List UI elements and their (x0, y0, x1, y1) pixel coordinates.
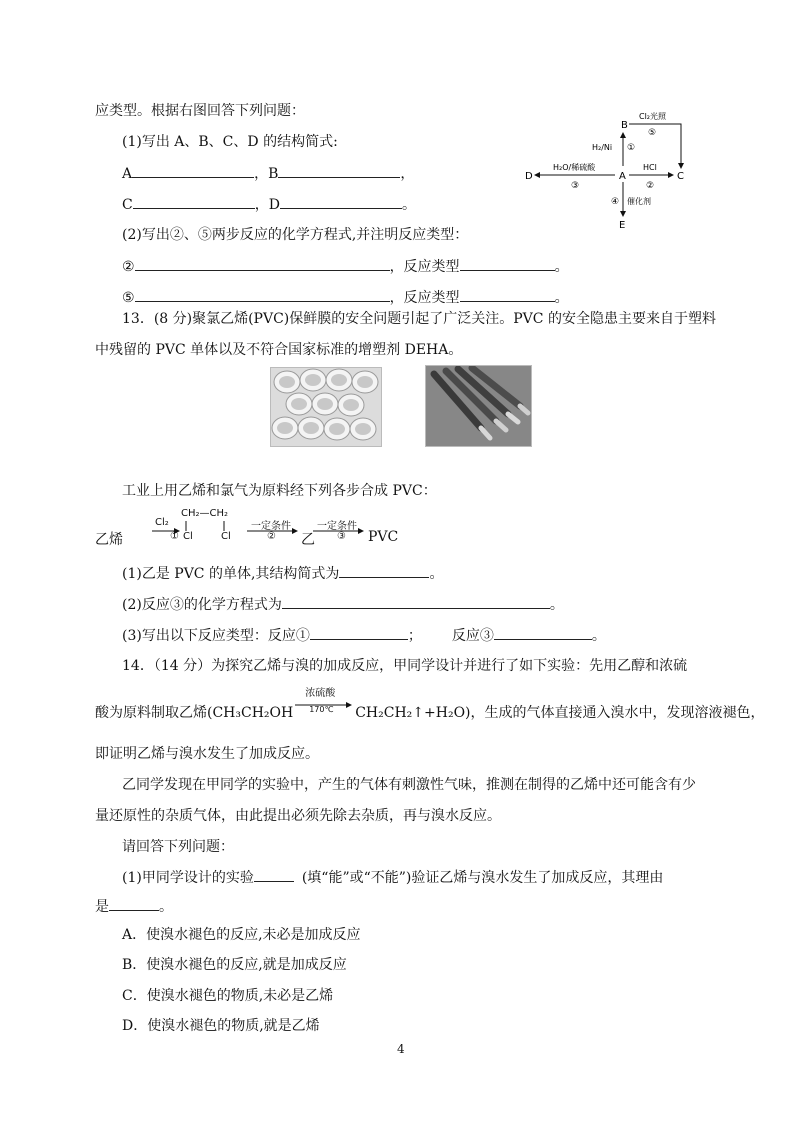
comma: ， (400, 166, 415, 182)
q13-q3 (122, 624, 606, 645)
q12-answer-cd (122, 193, 416, 214)
q13-q1 (122, 562, 443, 583)
q13-q3c-text: 反应③ (451, 628, 494, 644)
pvc-pipes-photo (270, 367, 382, 447)
node-c: C (677, 171, 684, 182)
q14-line8-b: 。 (159, 899, 173, 915)
q13-q3-text: (3)写出以下反应类型：反应① (122, 628, 310, 644)
q14-line7-a: (1)甲同学设计的实验 (122, 870, 254, 886)
page-number: 4 (397, 1042, 405, 1056)
node-a: A (619, 171, 626, 182)
label-a: A (122, 166, 133, 182)
reaction-diagram (515, 108, 705, 236)
period: 。 (591, 628, 606, 644)
q14-line6: 请回答下列问题： (122, 839, 234, 855)
scheme-ethylene: 乙烯 (95, 532, 123, 548)
scheme-cl2: Cl₂ (155, 517, 169, 528)
q13-line2: 中残留的 PVC 单体以及不符合国家标准的增塑剂 DEHA。 (95, 342, 463, 358)
period: 。 (549, 597, 564, 613)
equation3-blank[interactable] (282, 593, 550, 609)
option-a[interactable]: A．使溴水褪色的反应,未必是加成反应 (122, 927, 361, 943)
scheme-step3: ③ (337, 531, 346, 542)
q14-line3: 即证明乙烯与溴水发生了加成反应。 (95, 746, 319, 762)
reaction-type-label: ，反应类型 (389, 290, 460, 306)
q12-answer-ab (122, 162, 414, 183)
option-d[interactable]: D．使溴水褪色的物质,就是乙烯 (122, 1018, 320, 1034)
option-b[interactable]: B．使溴水褪色的反应,就是加成反应 (122, 957, 347, 973)
semicolon: ； (407, 628, 422, 644)
option-c[interactable]: C．使溴水褪色的物质,未必是乙烯 (122, 988, 334, 1004)
q12-intro: 应类型。根据右图回答下列问题： (95, 103, 305, 119)
period: 。 (429, 566, 444, 582)
scheme-yi: 乙 (301, 532, 315, 548)
reason-blank[interactable] (109, 895, 159, 911)
q14-line1: 14．（14 分）为探究乙烯与溴的加成反应，甲同学设计并进行了如下实验：先用乙醇和浓硫 (122, 658, 688, 674)
q14-line8-a: 是 (95, 899, 109, 915)
step1-label: ① (627, 143, 636, 153)
type1-blank[interactable] (310, 624, 408, 640)
step4-label: ④ (611, 197, 620, 207)
q12-eq2 (122, 255, 569, 276)
eq2-blank[interactable] (135, 255, 390, 271)
period: 。 (401, 197, 416, 213)
q12-part2: (2)写出②、⑤两步反应的化学方程式,并注明反应类型： (122, 227, 469, 243)
label-c: C (122, 197, 133, 213)
q13-q1-text: (1)乙是 PVC 的单体,其结构简式为 (122, 566, 340, 582)
cond-conc-h2so4: 浓硫酸 (305, 688, 336, 699)
scheme-pvc: PVC (368, 529, 399, 545)
reaction-type-label: ，反应类型 (389, 259, 460, 275)
answer-d-blank[interactable] (280, 193, 402, 209)
step2-label: ② (646, 181, 655, 191)
q12-part1: (1)写出 A、B、C、D 的结构简式: (122, 134, 338, 150)
eq5-blank[interactable] (135, 286, 390, 302)
scheme-cl-1: Cl (183, 531, 193, 542)
reaction-condition-arrow (293, 688, 355, 717)
can-cannot-blank[interactable] (254, 866, 294, 882)
scheme-cond-2: 一定条件 (317, 521, 357, 532)
type2-blank[interactable] (460, 255, 555, 271)
q14-line7-b: (填“能”或“不能”)验证乙烯与溴水发生了加成反应，其理由 (301, 870, 664, 886)
q13-line1: 13．(8 分)聚氯乙烯(PVC)保鲜膜的安全问题引起了广泛关注。PVC 的安全隐患主要来自于塑料 (122, 311, 716, 327)
q14-line2-a: 酸为原料制取乙烯(CH₃CH₂OH (95, 705, 294, 721)
q14-line8 (95, 895, 173, 916)
q14-line2 (95, 688, 765, 722)
q14-line7 (122, 866, 663, 887)
type3-blank[interactable] (494, 624, 592, 640)
circ5: ⑤ (122, 290, 135, 306)
type5-blank[interactable] (460, 286, 555, 302)
period: 。 (554, 290, 569, 306)
cl2-light-label: Cl₂光照 (639, 112, 667, 121)
h2o-acid-label: H₂O/稀硫酸 (553, 163, 596, 172)
label-b: ，B (254, 166, 279, 182)
q14-line4: 乙同学发现在甲同学的实验中，产生的气体有刺激性气味，推测在制得的乙烯中还可能含有少 (122, 777, 696, 793)
answer-a-blank[interactable] (132, 162, 254, 178)
answer-b-blank[interactable] (278, 162, 400, 178)
catalyst-label: 催化剂 (627, 197, 651, 206)
pvc-cables-photo (425, 365, 532, 447)
q12-eq5 (122, 286, 569, 307)
node-d: D (525, 171, 533, 182)
q14-line2-b: CH₂CH₂↑+H₂O)，生成的气体直接通入溴水中，发现溶液褪色， (355, 705, 765, 721)
node-e: E (619, 220, 626, 231)
circ2: ② (122, 259, 135, 275)
h2ni-label: H₂/Ni (592, 143, 613, 152)
pvc-synthesis-scheme (95, 505, 415, 553)
label-d: ，D (254, 197, 280, 213)
scheme-cond-1: 一定条件 (251, 521, 291, 532)
q14-line5: 量还原性的杂质气体，由此提出必须先除去杂质，再与溴水反应。 (95, 808, 501, 824)
cond-170c: 170℃ (309, 705, 334, 714)
scheme-step2: ② (267, 531, 276, 542)
node-b: B (621, 120, 628, 131)
step5-label: ⑤ (648, 128, 657, 138)
step3-label: ③ (571, 181, 580, 191)
scheme-cl-2: Cl (221, 531, 231, 542)
hcl-label: HCl (643, 163, 657, 172)
q13-q2-text: (2)反应③的化学方程式为 (122, 597, 282, 613)
scheme-step1: ① (170, 531, 179, 542)
q13-industry: 工业上用乙烯和氯气为原料经下列各步合成 PVC： (122, 483, 437, 499)
answer-c-blank[interactable] (133, 193, 255, 209)
q13-q2 (122, 593, 564, 614)
monomer-blank[interactable] (339, 562, 429, 578)
period: 。 (554, 259, 569, 275)
scheme-ch2ch2: CH₂—CH₂ (181, 508, 229, 519)
